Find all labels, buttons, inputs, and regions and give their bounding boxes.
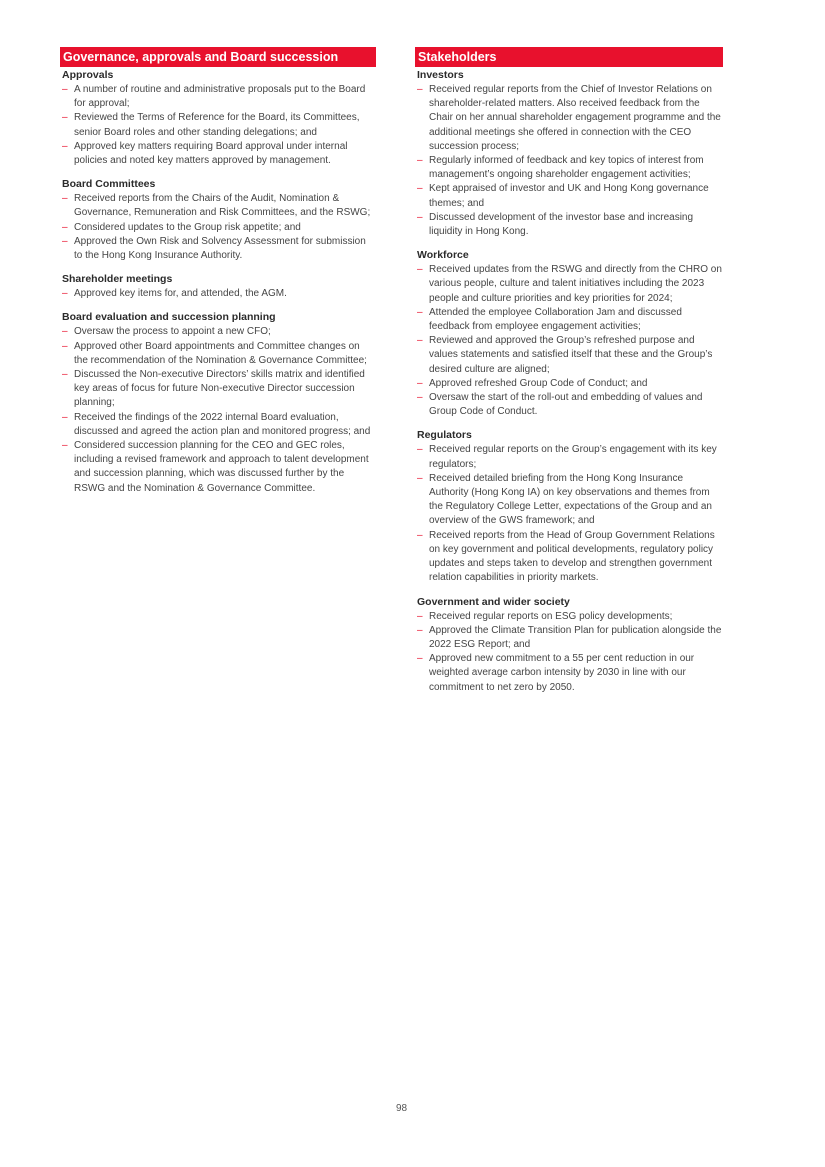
- list-item-text: Received reports from the Chairs of the Audit, Nomination & Governance, Remuneration and Risk Committees, and the RSWG;: [74, 193, 371, 219]
- subheading: Board evaluation and succession planning: [62, 311, 276, 324]
- dash-bullet-icon: –: [417, 211, 423, 223]
- dash-bullet-icon: –: [417, 653, 423, 665]
- list-item: [60, 325, 376, 339]
- list-item: [60, 439, 376, 496]
- list-item: [415, 83, 723, 154]
- list-item-text: Received the findings of the 2022 internal Board evaluation, discussed and agreed the action plan and monitored progress; and: [74, 411, 371, 437]
- dash-bullet-icon: –: [417, 335, 423, 347]
- section-group-investors: [415, 68, 723, 239]
- list-item-text: Approved refreshed Group Code of Conduct; and: [429, 377, 648, 389]
- list-item-text: Received regular reports on ESG policy developments;: [429, 610, 673, 622]
- list-item: [415, 624, 723, 652]
- list-item-text: Considered updates to the Group risk appetite; and: [74, 221, 301, 233]
- list-item-text: Received regular reports from the Chief of Investor Relations on shareholder-related matters. Also received feedback from the Chair on her annual shareholder engagement programme and the additional meetings she offered in connection with the CEO succession process;: [429, 84, 721, 152]
- list-item: [60, 221, 376, 235]
- dash-bullet-icon: –: [417, 610, 423, 622]
- dash-bullet-icon: –: [62, 326, 68, 338]
- list-item: [415, 652, 723, 695]
- subheading: Investors: [417, 69, 464, 81]
- list-item-text: Approved other Board appointments and Committee changes on the recommendation of the Nomination & Governance Committee;: [74, 340, 367, 366]
- list-item: [415, 211, 723, 239]
- dash-bullet-icon: –: [62, 369, 68, 381]
- list-item-text: Discussed the Non-executive Directors’ skills matrix and identified key areas of focus for future Non-executive Director succession planning;: [74, 369, 365, 409]
- section-group-board-evaluation-and-succession-planning: [60, 310, 376, 495]
- list-item: [415, 610, 723, 624]
- list-item: [60, 340, 376, 368]
- list-item-text: Reviewed the Terms of Reference for the Board, its Committees, senior Board roles and other standing delegations; and: [74, 112, 360, 138]
- list-item-text: Approved new commitment to a 55 per cent reduction in our weighted average carbon intensity by 2030 in line with our commitment to net zero by 2050.: [429, 653, 695, 693]
- subheading: Approvals: [62, 69, 114, 81]
- list-item-text: Approved key matters requiring Board approval under internal policies and noted key matters approved by management.: [74, 140, 348, 167]
- list-item-text: Approved the Own Risk and Solvency Assessment for submission to the Hong Kong Insurance Authority.: [74, 235, 366, 262]
- list-item-text: Approved the Climate Transition Plan for publication alongside the 2022 ESG Report; and: [429, 624, 722, 650]
- subheading: Shareholder meetings: [62, 273, 173, 286]
- bullet-list: [415, 263, 723, 419]
- dash-bullet-icon: –: [417, 377, 423, 389]
- dash-bullet-icon: –: [62, 235, 68, 247]
- dash-bullet-icon: –: [417, 264, 423, 276]
- list-item: [60, 235, 376, 263]
- subheading: Workforce: [417, 249, 469, 262]
- list-item-text: Oversaw the process to appoint a new CFO;: [74, 326, 271, 338]
- list-item: [60, 140, 376, 168]
- bullet-list: [60, 287, 376, 301]
- list-item: [415, 391, 723, 419]
- dash-bullet-icon: –: [417, 84, 423, 95]
- subheading: Regulators: [417, 429, 472, 442]
- list-item: [415, 263, 723, 306]
- dash-bullet-icon: –: [62, 288, 68, 300]
- subheading: Government and wider society: [417, 595, 570, 608]
- list-item-text: Received updates from the RSWG and directly from the CHRO on various people, culture and talent initiatives including the 2023 people and culture priorities and key priorities for 2024;: [429, 264, 722, 304]
- bullet-list: [60, 325, 376, 495]
- list-item-text: Regularly informed of feedback and key topics of interest from management’s ongoing shareholder engagement activities;: [429, 155, 704, 181]
- dash-bullet-icon: –: [417, 472, 423, 484]
- list-item: [60, 287, 376, 301]
- bullet-list: [415, 443, 723, 585]
- list-item: [415, 529, 723, 586]
- list-item: [415, 443, 723, 471]
- list-item-text: Kept appraised of investor and UK and Hong Kong governance themes; and: [429, 183, 709, 209]
- dash-bullet-icon: –: [417, 306, 423, 318]
- right-column: [415, 47, 723, 704]
- list-item: [415, 182, 723, 210]
- list-item: [60, 192, 376, 220]
- list-item-text: Attended the employee Collaboration Jam and discussed feedback from employee engagement activities;: [429, 306, 682, 333]
- list-item-text: Approved key items for, and attended, the AGM.: [74, 288, 287, 300]
- dash-bullet-icon: –: [62, 340, 68, 352]
- list-item: [415, 306, 723, 334]
- list-item: [415, 377, 723, 391]
- dash-bullet-icon: –: [417, 444, 423, 456]
- list-item: [60, 368, 376, 411]
- list-item: [415, 472, 723, 529]
- dash-bullet-icon: –: [62, 140, 68, 152]
- section-group-regulators: [415, 428, 723, 585]
- section-group-shareholder-meetings: [60, 272, 376, 301]
- bullet-list: [415, 83, 723, 239]
- list-item-text: Discussed development of the investor base and increasing liquidity in Hong Kong.: [429, 211, 694, 238]
- left-column: [60, 47, 376, 505]
- dash-bullet-icon: –: [417, 624, 423, 636]
- section-header-governance: Governance, approvals and Board succession: [60, 47, 376, 67]
- list-item: [60, 411, 376, 439]
- list-item-text: Received regular reports on the Group’s engagement with its key regulators;: [429, 444, 717, 470]
- list-item-text: Received detailed briefing from the Hong Kong Insurance Authority (Hong Kong IA) on key observations and themes from the Regulatory College Letter, expectations of the Group and an overview of the GWS framework; and: [429, 472, 712, 527]
- dash-bullet-icon: –: [62, 411, 68, 423]
- dash-bullet-icon: –: [417, 529, 423, 541]
- subheading: Board Committees: [62, 178, 156, 191]
- page-number: 98: [395, 1103, 408, 1114]
- list-item-text: A number of routine and administrative proposals put to the Board for approval;: [74, 84, 366, 110]
- dash-bullet-icon: –: [417, 155, 423, 167]
- bullet-list: [415, 610, 723, 695]
- dash-bullet-icon: –: [62, 193, 68, 205]
- list-item-text: Considered succession planning for the CEO and GEC roles, including a revised framework and approach to talent development and succession planning, which was discussed further by the RSWG and the Nomination & Governance Committee.: [74, 440, 369, 494]
- dash-bullet-icon: –: [62, 112, 68, 124]
- list-item: [60, 83, 376, 111]
- section-header-stakeholders: Stakeholders: [415, 47, 723, 67]
- list-item: [415, 334, 723, 377]
- dash-bullet-icon: –: [417, 392, 423, 404]
- section-group-board-committees: [60, 177, 376, 263]
- bullet-list: [60, 83, 376, 168]
- bullet-list: [60, 192, 376, 263]
- dash-bullet-icon: –: [62, 440, 68, 452]
- left-groups: [60, 68, 376, 496]
- list-item-text: Oversaw the start of the roll-out and embedding of values and Group Code of Conduct.: [429, 392, 703, 418]
- list-item-text: Received reports from the Head of Group Government Relations on key government and political developments, regulatory policy updates and steps taken to develop and strengthen government relation capabilities in priority markets.: [429, 529, 715, 584]
- section-group-approvals: [60, 68, 376, 168]
- list-item-text: Reviewed and approved the Group’s refreshed purpose and values statements and satisfied itself that these and the Group’s desired culture are aligned;: [429, 335, 713, 375]
- dash-bullet-icon: –: [417, 183, 423, 195]
- list-item: [415, 154, 723, 182]
- dash-bullet-icon: –: [62, 221, 68, 233]
- list-item: [60, 111, 376, 139]
- right-groups: [415, 68, 723, 695]
- section-group-workforce: [415, 248, 723, 419]
- section-group-government-and-wider-society: [415, 595, 723, 695]
- dash-bullet-icon: –: [62, 84, 68, 95]
